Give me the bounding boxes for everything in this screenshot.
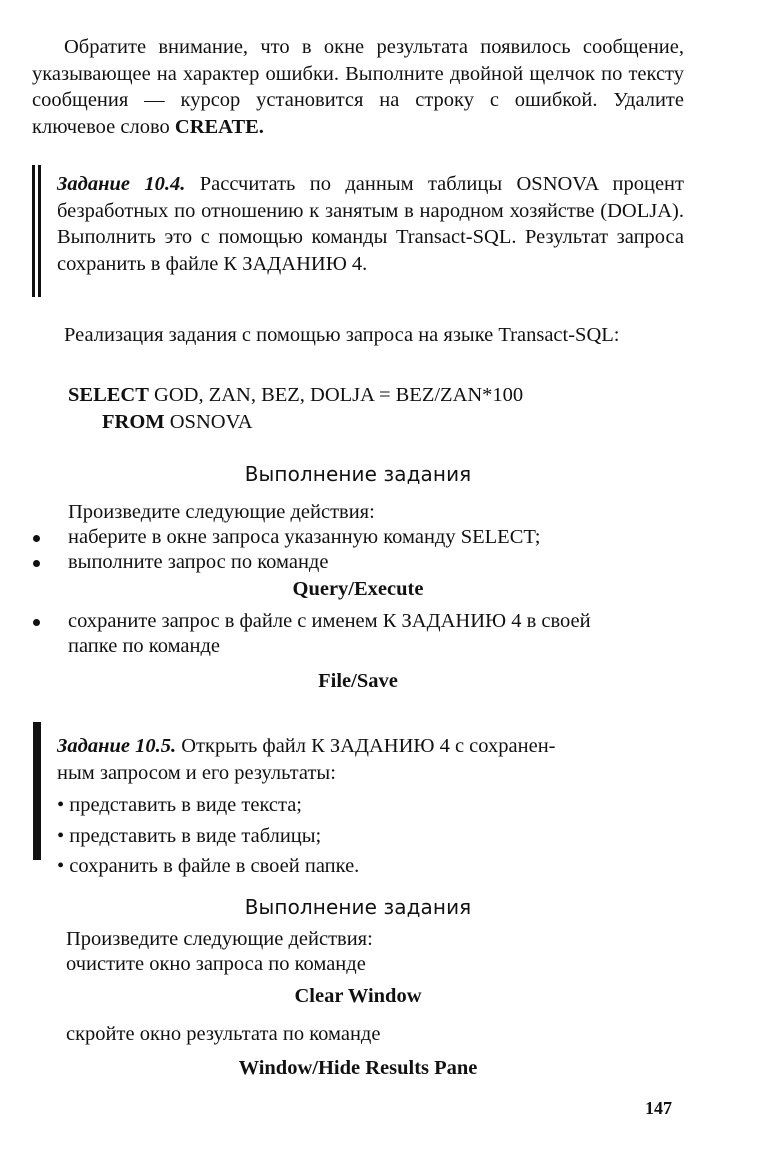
sql-select-columns: GOD, ZAN, BEZ, DOLJA = BEZ/ZAN*100 <box>148 384 524 406</box>
command-hide-results-pane: Window/Hide Results Pane <box>238 1057 478 1079</box>
sql-line-2 <box>68 409 523 436</box>
task-10-5-title: Задание 10.5. <box>57 735 177 757</box>
sql-line-1 <box>68 382 523 409</box>
command-query-execute: Query/Execute <box>292 578 424 600</box>
bullet-dot <box>33 619 40 626</box>
task-10-5-text-line-1: Открыть файл К ЗАДАНИЮ 4 с сохранен- <box>181 735 556 757</box>
task-10-5 <box>57 733 684 880</box>
bullet-item-2: выполните запрос по команде <box>68 551 329 573</box>
implementation-text: Реализация задания с помощью запроса на языке Transact-SQL: <box>64 324 620 346</box>
sql-query <box>68 382 523 436</box>
task-margin-bar <box>33 722 41 860</box>
bullet-item-3-line-2: папке по команде <box>68 635 220 657</box>
task-10-5-item: • представить в виде таблицы; <box>57 824 322 847</box>
intro-text: Обратите внимание, что в окне результата появилось сообщение, указывающее на характер ошибки. Выполните двойной щелчок по тексту сообщения — курсор установится на строку с ошибкой. Удалите ключевое слово <box>32 36 684 138</box>
execution-heading-2: Выполнение задания <box>244 895 472 919</box>
task-10-5-item: • представить в виде текста; <box>57 794 302 816</box>
intro-paragraph <box>32 34 684 140</box>
execution-heading-1: Выполнение задания <box>244 462 472 486</box>
sql-select-keyword: SELECT <box>68 384 149 406</box>
task-10-5-item: • сохранить в файле в своей папке. <box>57 855 360 877</box>
bullet-dot <box>33 560 40 567</box>
intro-keyword: CREATE. <box>174 115 264 138</box>
page-number: 147 <box>645 1098 672 1118</box>
actions-intro-2: Произведите следующие действия: <box>66 928 373 950</box>
task-10-4-text: Рассчитать по данным таблицы OSNOVA процент безработных по отношению к занятым в народном хозяйстве (DOLJA). Выполнить это с помощью команды Transact-SQL. Результат запроса сохранить в файле К ЗАДАНИЮ 4. <box>57 173 684 275</box>
implementation-paragraph <box>32 322 684 349</box>
sql-from-keyword: FROM <box>102 411 165 433</box>
command-clear-window: Clear Window <box>294 985 422 1007</box>
actions-intro-1: Произведите следующие действия: <box>68 501 375 523</box>
bullet-dot <box>33 535 40 542</box>
bullet-item-1: наберите в окне запроса указанную команду SELECT; <box>68 526 541 548</box>
step-hide-results: скройте окно результата по команде <box>66 1023 381 1045</box>
task-10-4-title: Задание 10.4. <box>57 173 186 195</box>
command-file-save: File/Save <box>318 670 398 692</box>
bullet-item-3-line-1: сохраните запрос в файле с именем К ЗАДАНИЮ 4 в своей <box>68 610 591 632</box>
step-clear-window: очистите окно запроса по команде <box>66 953 366 975</box>
task-10-4 <box>57 171 684 277</box>
task-10-5-text-line-2: ным запросом и его результаты: <box>57 761 336 784</box>
task-margin-bar <box>32 165 35 297</box>
sql-from-table: OSNOVA <box>164 411 253 433</box>
